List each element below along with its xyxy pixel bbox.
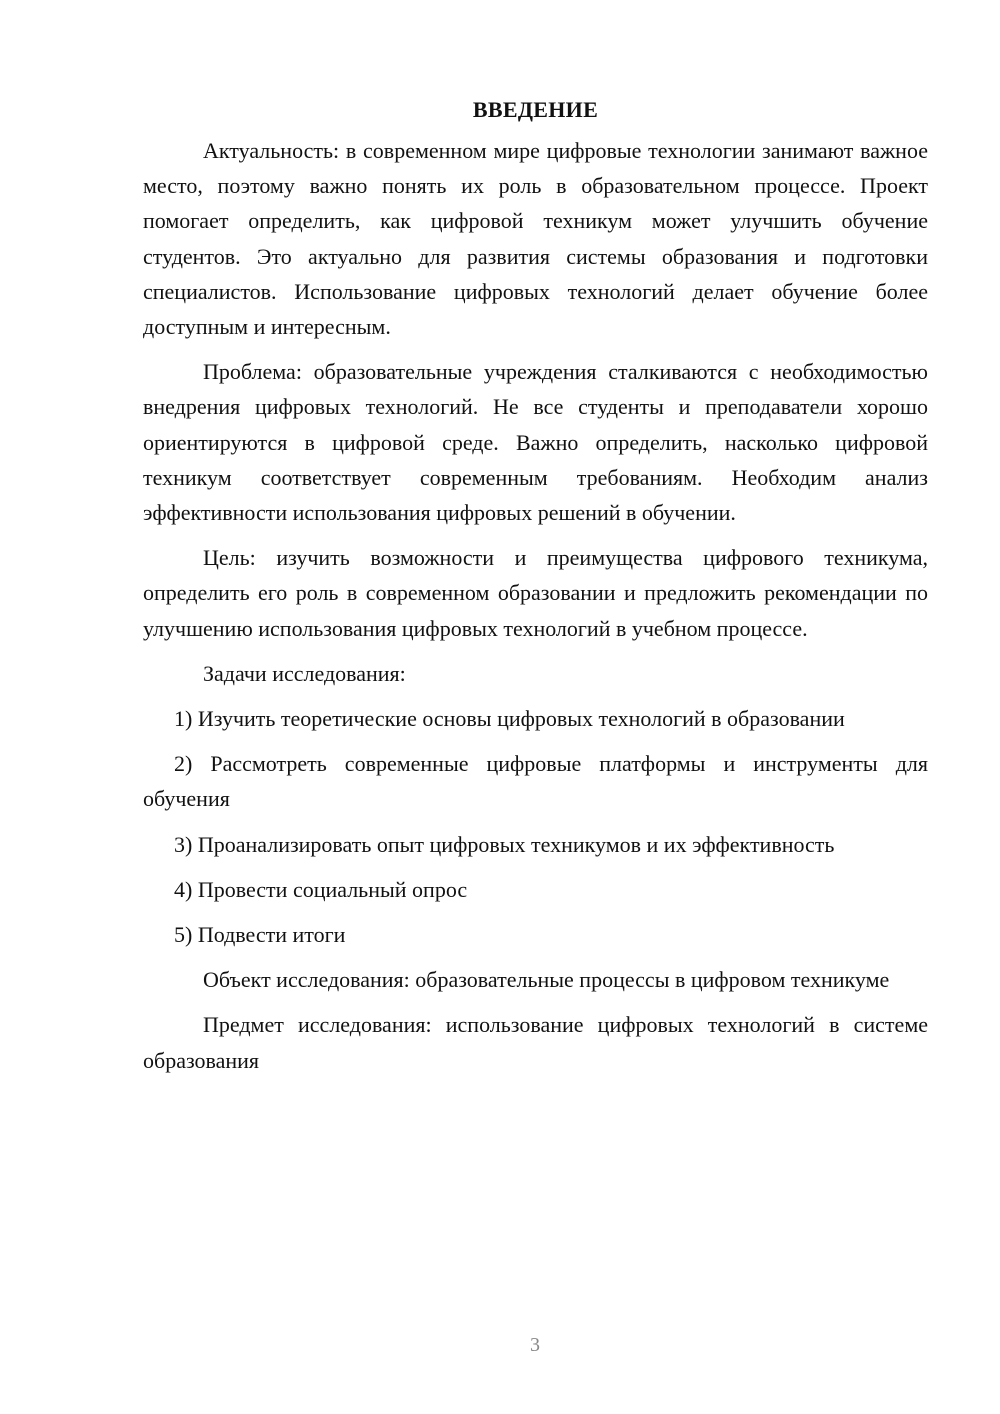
page-content	[143, 92, 928, 1088]
relevance-paragraph: Актуальность: в современном мире цифровые технологии занимают важное место, поэтому важно понять их роль в образовательном процессе. Проект помогает определить, как цифровой техникум может улучшить обучение студентов. Это актуально для развития системы образования и подготовки специалистов. Использование цифровых технологий делает обучение более доступным и интересным.	[143, 138, 928, 340]
task-item: 3) Проанализировать опыт цифровых техникумов и их эффективность	[174, 831, 835, 857]
tasks-heading: Задачи исследования:	[203, 660, 406, 686]
task-item: 1) Изучить теоретические основы цифровых технологий в образовании	[174, 706, 845, 732]
section-title: ВВЕДЕНИЕ	[472, 97, 599, 122]
problem-paragraph: Проблема: образовательные учреждения сталкиваются с необходимостью внедрения цифровых технологий. Не все студенты и преподаватели хорошо ориентируются в цифровой среде. Важно определить, насколько цифровой техникум соответствует современным требованиям. Необходим анализ эффективности использования цифровых решений в обучении.	[143, 359, 928, 526]
page-number: 3	[530, 1334, 540, 1356]
task-item: 5) Подвести итоги	[174, 922, 346, 948]
task-item: 2) Рассмотреть современные цифровые платформы и инструменты для обучения	[143, 751, 928, 812]
subject-paragraph: Предмет исследования: использование цифровых технологий в системе образования	[143, 1012, 928, 1073]
task-item: 4) Провести социальный опрос	[174, 876, 468, 902]
object-paragraph: Объект исследования: образовательные процессы в цифровом техникуме	[203, 967, 890, 993]
goal-paragraph: Цель: изучить возможности и преимущества цифрового техникума, определить его роль в современном образовании и предложить рекомендации по улучшению использования цифровых технологий в учебном процессе.	[143, 545, 928, 641]
